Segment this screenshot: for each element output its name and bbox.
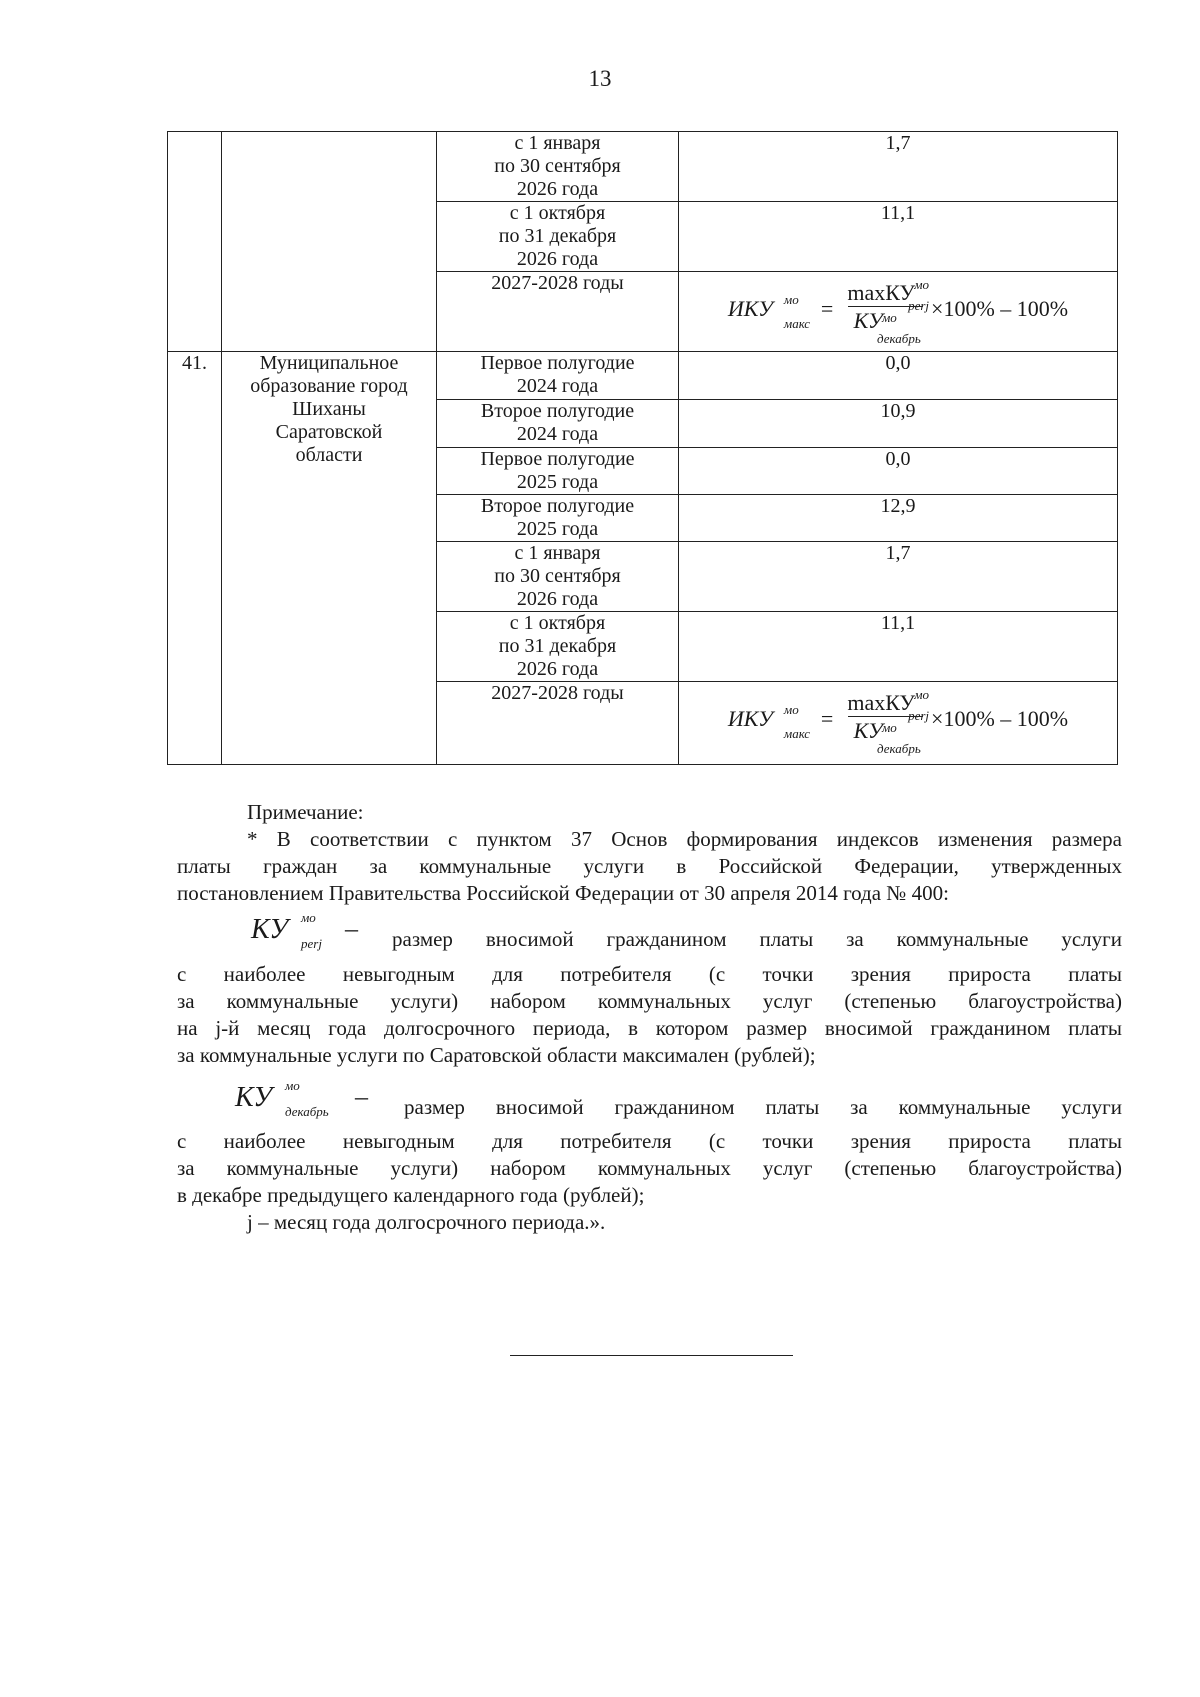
period-cell <box>437 400 679 448</box>
notes-block <box>177 799 1122 907</box>
note-line: * В соответствии с пунктом 37 Основ формирования индексов изменения размера <box>247 827 1122 851</box>
tariff-index-table <box>167 131 1118 765</box>
period-line: 2026 года <box>516 588 599 610</box>
value-cell: 10,9 <box>679 400 1118 448</box>
period-line: с 1 января <box>514 542 601 564</box>
period-line: 2026 года <box>516 248 599 270</box>
symbol-ku-perj: КУ мо perj <box>251 910 322 951</box>
period-line: 2026 года <box>516 178 599 200</box>
definition-line: в декабре предыдущего календарного года (рублей); <box>177 1183 645 1207</box>
period-line: по 31 декабря <box>498 225 617 247</box>
definition-line: с наиболее невыгодным для потребителя (с точки зрения прироста платы <box>177 962 1122 986</box>
note-line: постановлением Правительства Российской Федерации от 30 апреля 2014 года № 400: <box>177 881 949 905</box>
region-line: Саратовской <box>275 421 383 443</box>
period-line: с 1 января <box>514 132 601 154</box>
period-line: 2025 года <box>516 471 599 493</box>
period-line: с 1 октября <box>509 612 606 634</box>
period-line: 2027-2028 годы <box>491 682 624 704</box>
period-line: 2025 года <box>516 518 599 540</box>
formula-fraction: maxКУ мо perj КУ мо декабрь <box>847 686 930 756</box>
page-number: 13 <box>588 66 612 91</box>
period-cell <box>437 352 679 400</box>
region-line: области <box>295 444 363 466</box>
value-cell: 1,7 <box>679 542 1118 612</box>
formula-lhs: ИКУ мо макс <box>727 701 811 741</box>
index-formula: ИКУ мо макс = maxКУ мо perj КУ мо декабрь ×100% – 100% <box>727 276 1069 346</box>
region-line: Шиханы <box>292 398 366 420</box>
notes-heading: Примечание: <box>247 800 364 824</box>
region-cell <box>222 132 437 352</box>
period-cell <box>437 612 679 682</box>
period-line: 2026 года <box>516 658 599 680</box>
period-cell <box>437 132 679 202</box>
period-line: 2024 года <box>516 375 599 397</box>
period-line: Первое полугодие <box>480 448 635 470</box>
period-line: Второе полугодие <box>480 495 635 517</box>
period-cell <box>437 495 679 542</box>
region-cell <box>222 352 437 765</box>
period-cell <box>437 542 679 612</box>
formula-cell <box>679 272 1118 352</box>
formula-fraction: maxКУ мо perj КУ мо декабрь <box>847 276 930 346</box>
table-row <box>168 352 1118 400</box>
value-cell: 12,9 <box>679 495 1118 542</box>
period-cell <box>437 682 679 765</box>
formula-lhs: ИКУ мо макс <box>727 291 811 331</box>
value-cell: 0,0 <box>679 448 1118 495</box>
period-line: Второе полугодие <box>480 400 635 422</box>
period-line: с 1 октября <box>509 202 606 224</box>
formula-cell <box>679 682 1118 765</box>
table-row <box>168 132 1118 202</box>
definition-line: размер вносимой гражданином платы за коммунальные услуги <box>404 1095 1122 1119</box>
definition-line: размер вносимой гражданином платы за коммунальные услуги <box>392 927 1122 951</box>
definition-line: j – месяц года долгосрочного периода.». <box>247 1210 606 1234</box>
value-cell: 11,1 <box>679 202 1118 272</box>
period-line: 2027-2028 годы <box>491 272 624 294</box>
row-number-cell: 41. <box>168 352 222 765</box>
closing-rule <box>510 1355 793 1356</box>
definition-line: за коммунальные услуги) набором коммунальных услуг (степенью благоустройства) <box>177 989 1122 1013</box>
row-number-cell <box>168 132 222 352</box>
period-line: по 30 сентября <box>494 155 621 177</box>
period-cell <box>437 448 679 495</box>
period-cell <box>437 202 679 272</box>
value-cell: 0,0 <box>679 352 1118 400</box>
value-cell: 11,1 <box>679 612 1118 682</box>
period-line: по 30 сентября <box>494 565 621 587</box>
definition-line: за коммунальные услуги) набором коммунальных услуг (степенью благоустройства) <box>177 1156 1122 1180</box>
symbol-ku-december: КУ мо декабрь <box>235 1078 329 1119</box>
value-cell: 1,7 <box>679 132 1118 202</box>
definition-line: за коммунальные услуги по Саратовской области максимален (рублей); <box>177 1043 816 1067</box>
note-line: платы граждан за коммунальные услуги в Российской Федерации, утвержденных <box>177 854 1122 878</box>
period-line: Первое полугодие <box>480 352 635 374</box>
region-line: Муниципальное <box>259 352 399 374</box>
region-line: образование город <box>250 375 408 397</box>
period-line: по 31 декабря <box>498 635 617 657</box>
period-line: 2024 года <box>516 423 599 445</box>
index-formula: ИКУ мо макс = maxКУ мо perj КУ мо декабрь ×100% – 100% <box>727 686 1069 756</box>
definition-line: на j-й месяц года долгосрочного периода, в котором размер вносимой гражданином платы <box>177 1016 1122 1040</box>
period-cell <box>437 272 679 352</box>
definition-line: с наиболее невыгодным для потребителя (с точки зрения прироста платы <box>177 1129 1122 1153</box>
